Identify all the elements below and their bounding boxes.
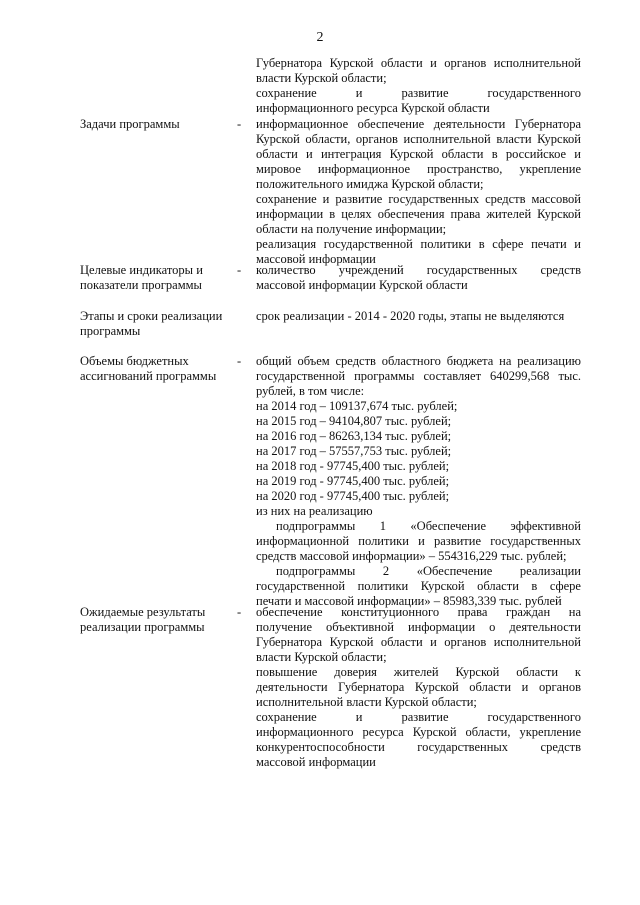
dash: - [237,117,242,131]
text-line: информационное обеспечение деятельности Губернатора [256,117,581,131]
text-line: конкурентоспособности государственных средств [256,740,581,754]
page-number: 2 [316,30,324,45]
budget-year-2019: на 2019 год - 97745,400 тыс. рублей; [256,474,450,488]
indicators-label [80,263,230,293]
label-line: Объемы бюджетных [80,354,189,368]
budget-year-2020: на 2020 год - 97745,400 тыс. рублей; [256,489,450,503]
label-line: Целевые индикаторы и [80,263,203,277]
text-line: массовой информации [256,755,376,769]
text-line: сохранение и развитие государственного [256,710,581,724]
label-line: показатели программы [80,278,202,292]
stages-value [256,309,581,324]
text-line: государственной политики Курской области в сфере [256,579,581,593]
indicators-value [256,263,581,293]
tasks-label: Задачи программы [80,117,180,131]
text-line: информационного ресурса Курской области [256,101,490,115]
text-line: подпрограммы 1 «Обеспечение эффективной [276,519,581,533]
dash: - [237,263,242,277]
label-line: ассигнований программы [80,369,217,383]
text-line: средств массовой информации» – 554316,229 тыс. рублей; [256,549,567,563]
text-line: мировое информационное пространство, укрепление [256,162,581,176]
label-line: Ожидаемые результаты [80,605,206,619]
label-line: программы [80,324,141,338]
text-line: подпрограммы 2 «Обеспечение реализации [276,564,581,578]
stages-label [80,309,230,339]
text-line: из них на реализацию [256,504,373,518]
budget-value [256,354,581,609]
budget-year-2014: на 2014 год – 109137,674 тыс. рублей; [256,399,458,413]
text-line: Губернатора Курской области и органов исполнительной [256,56,581,70]
dash: - [237,605,242,619]
text-line: государственной программы составляет 640299,568 тыс. [256,369,581,383]
label-line: реализации программы [80,620,205,634]
text-line: реализация государственной политики в сфере печати и [256,237,581,251]
text-line: информационного ресурса Курской области, укрепление [256,725,581,739]
text-line: получение объективной информации о деятельности [256,620,581,634]
text-line: обеспечение конституционного права граждан на [256,605,581,619]
text-line: сохранение и развитие государственных средств массовой [256,192,581,206]
text-line: срок реализации - 2014 - 2020 годы, этапы не выделяются [256,309,565,323]
text-line: Курской области, органов исполнительной власти Курской [256,132,581,146]
goals-continuation [256,56,581,116]
budget-year-2018: на 2018 год - 97745,400 тыс. рублей; [256,459,450,473]
results-label [80,605,230,635]
budget-year-2015: на 2015 год – 94104,807 тыс. рублей; [256,414,452,428]
text-line: количество учреждений государственных средств [256,263,581,277]
text-line: повышение доверия жителей Курской области к [256,665,581,679]
text-line: Губернатора Курской области и органов исполнительной [256,635,581,649]
text-line: информационной политики и развитие государственных [256,534,581,548]
text-line: информации в целях обеспечения права жителей Курской [256,207,581,221]
budget-year-2017: на 2017 год – 57557,753 тыс. рублей; [256,444,452,458]
text-line: положительного имиджа Курской области; [256,177,484,191]
text-line: исполнительной власти Курской области; [256,695,477,709]
text-line: области и интеграция Курской области в российское и [256,147,581,161]
text-line: деятельности Губернатора Курской области и органов [256,680,581,694]
tasks-value [256,117,581,267]
label-line: Этапы и сроки реализации [80,309,223,323]
text-line: рублей, в том числе: [256,384,365,398]
text-line: массовой информации [256,252,376,266]
text-line: печати и массовой информации» – 85983,339 тыс. рублей [256,594,562,608]
results-value [256,605,581,770]
text-line: области на получение информации; [256,222,447,236]
text-line: массовой информации Курской области [256,278,468,292]
text-line: общий объем средств областного бюджета на реализацию [256,354,581,368]
text-line: власти Курской области; [256,650,387,664]
text-line: сохранение и развитие государственного [256,86,581,100]
text-line: власти Курской области; [256,71,387,85]
dash: - [237,354,242,368]
budget-year-2016: на 2016 год – 86263,134 тыс. рублей; [256,429,452,443]
budget-label [80,354,230,384]
